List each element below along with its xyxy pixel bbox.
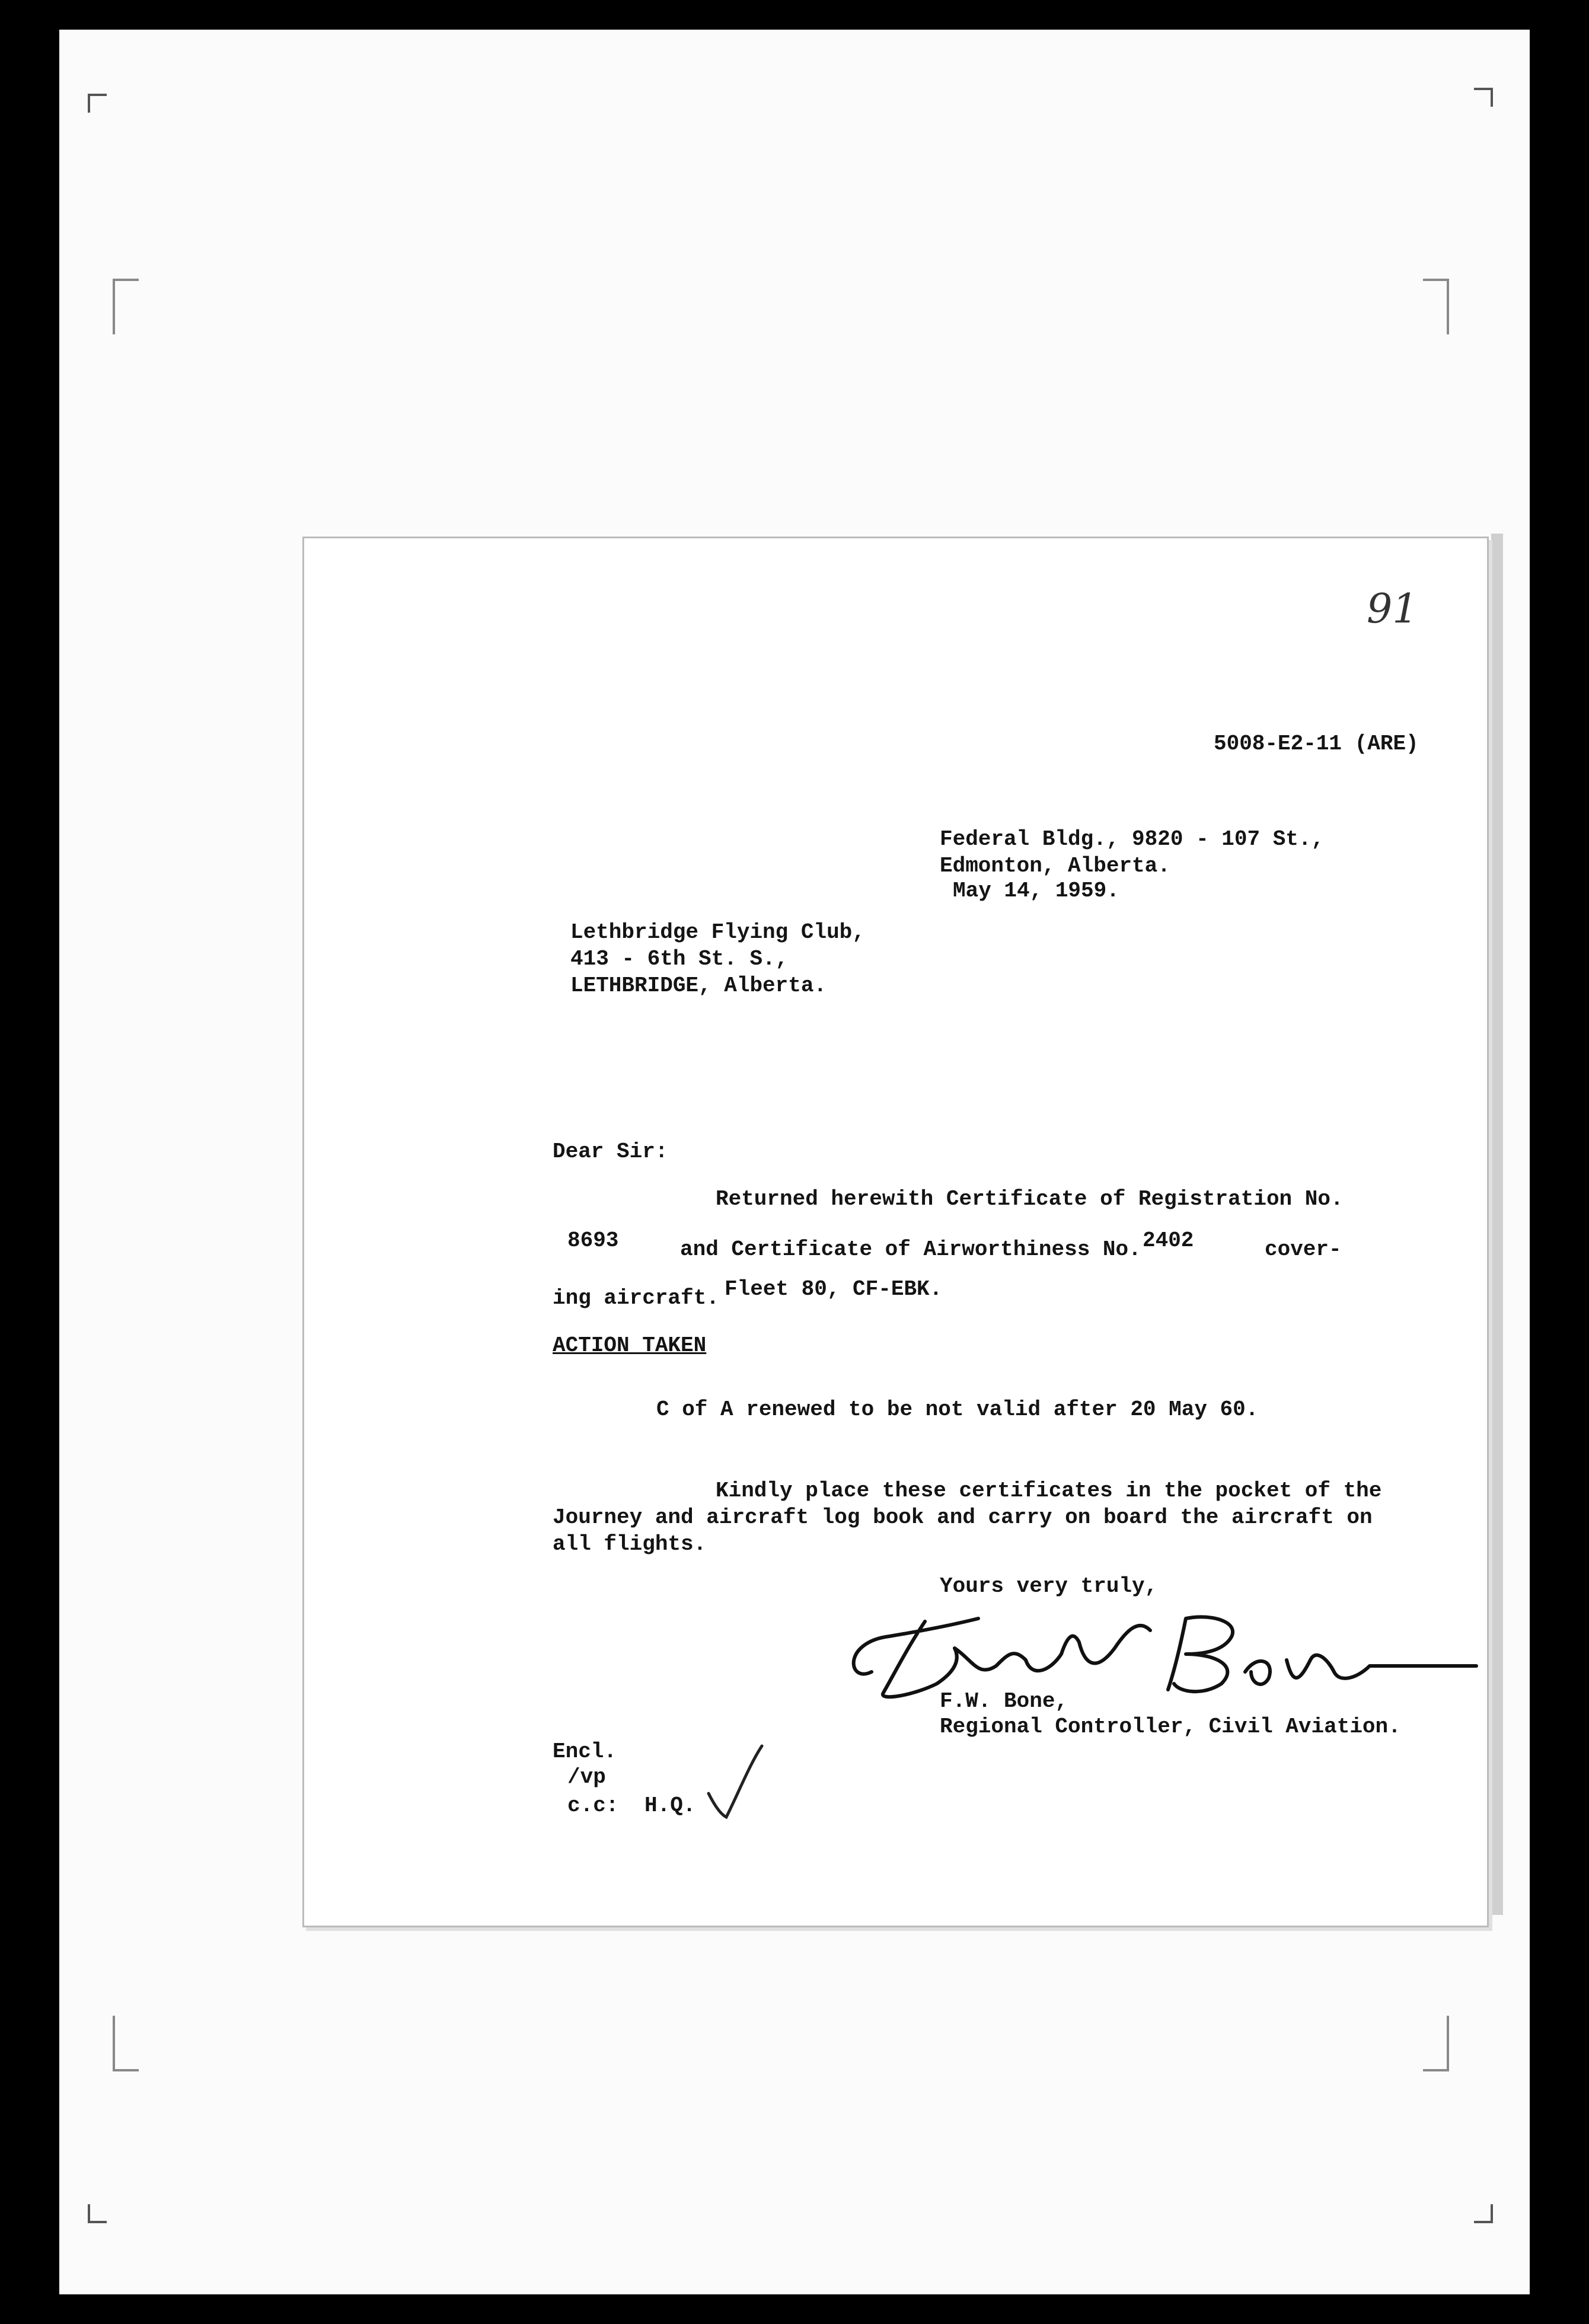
instructions-line-3: all flights. [553,1532,707,1556]
salutation: Dear Sir: [553,1139,668,1164]
covering-text: cover- [1265,1237,1342,1262]
registration-mark [1423,2016,1449,2071]
page-number: 91 [1367,586,1418,633]
recipient-line-2: 413 - 6th St. S., [570,947,789,971]
signatory-name: F.W. Bone, [940,1689,1068,1713]
closing: Yours very truly, [940,1574,1158,1598]
registration-mark [1423,279,1449,334]
recipient-line-1: Lethbridge Flying Club, [570,920,865,944]
airworthiness-number: 2402 [1143,1228,1194,1253]
crop-mark-top-left [88,94,107,113]
signatory-title: Regional Controller, Civil Aviation. [940,1715,1401,1739]
check-mark-icon [703,1740,768,1823]
action-text: C of A renewed to be not valid after 20 May 60. [656,1397,1259,1422]
recipient-line-3: LETHBRIDGE, Alberta. [570,973,827,998]
registration-mark [113,2016,139,2071]
signature-image [836,1595,1482,1713]
crop-mark-bottom-left [88,2204,107,2223]
registration-mark [113,279,139,334]
cc-value: H.Q. [644,1793,696,1818]
sender-address-line-1: Federal Bldg., 9820 - 107 St., [940,827,1325,851]
aircraft-identification: Fleet 80, CF-EBK. [725,1277,943,1301]
sender-address-line-2: Edmonton, Alberta. [940,854,1170,878]
body-intro: Returned herewith Certificate of Registration No. [716,1187,1344,1211]
instructions-line-2: Journey and aircraft log book and carry on board the aircraft on [553,1505,1373,1530]
letter-date: May 14, 1959. [953,879,1119,903]
aircraft-text: ing aircraft. [553,1286,719,1310]
airworthiness-text: and Certificate of Airworthiness No. [680,1237,1141,1262]
action-heading: ACTION TAKEN [553,1333,707,1358]
file-reference: 5008-E2-11 (ARE) [1214,732,1419,756]
enclosure-note: Encl. [553,1739,617,1764]
crop-mark-top-right [1474,88,1493,107]
backing-sheet-edge [1491,534,1503,1915]
crop-mark-bottom-right [1474,2204,1493,2223]
registration-number: 8693 [567,1228,619,1253]
typist-initials: /vp [567,1765,606,1789]
cc-label: c.c: [567,1793,619,1818]
instructions-line-1: Kindly place these certificates in the pocket of the [716,1479,1382,1503]
